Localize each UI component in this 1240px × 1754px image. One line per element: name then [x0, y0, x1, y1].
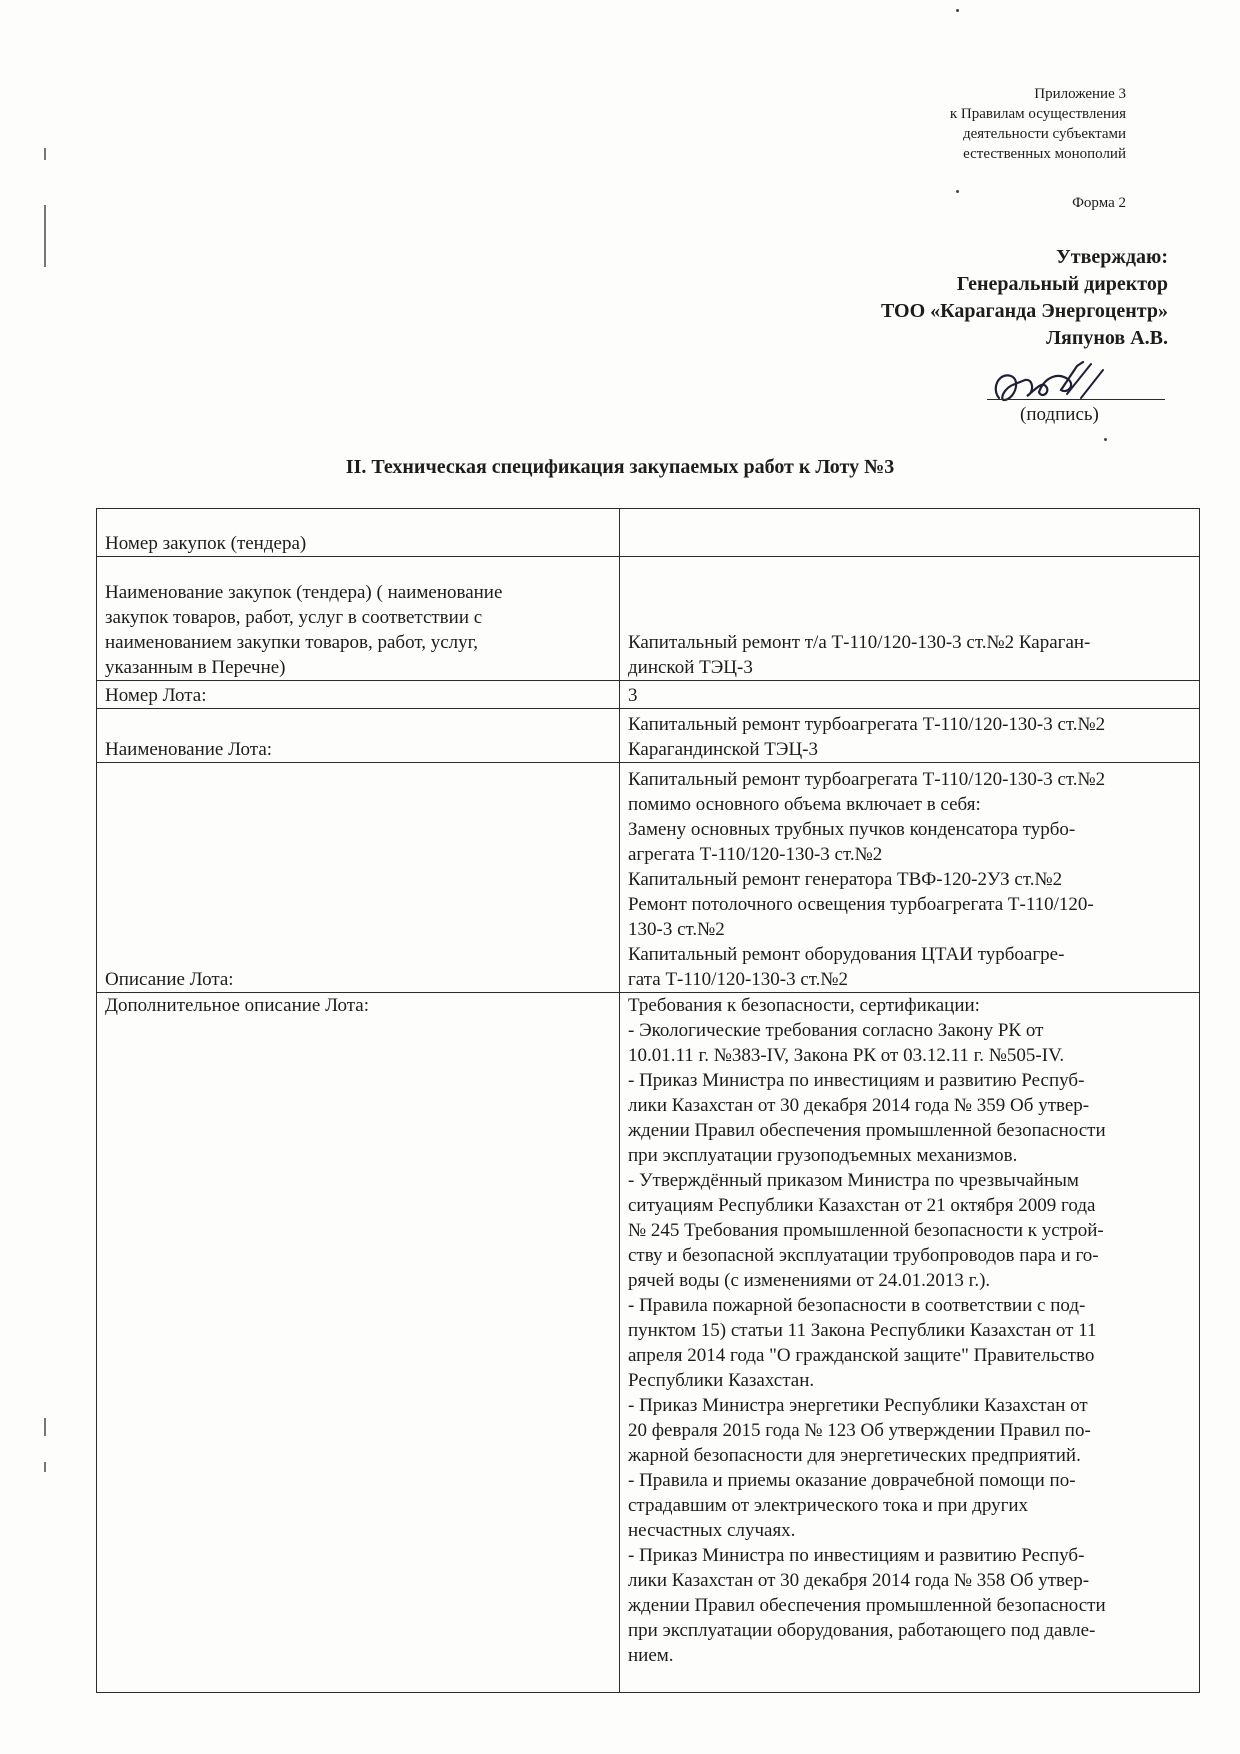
text-line: Наименование закупок (тендера) ( наименование [105, 582, 503, 603]
row-value [620, 681, 1200, 709]
text-line: - Утверждённый приказом Министра по чрезвычайным [628, 1170, 1079, 1191]
annex-line: к Правилам осуществления [949, 106, 1126, 122]
table-row [97, 709, 1200, 763]
text-line: ждении Правил обеспечения промышленной безопасности [628, 1120, 1106, 1141]
annex-line: Приложение 3 [1034, 86, 1126, 102]
row-value [620, 763, 1200, 993]
text-line: Замену основных трубных пучков конденсатора турбо- [628, 819, 1076, 840]
text-line: гата Т-110/120-130-3 ст.№2 [628, 969, 849, 990]
text-line: лики Казахстан от 30 декабря 2014 года № 359 Об утвер- [628, 1095, 1090, 1116]
row-label [97, 681, 620, 709]
text-line: несчастных случаях. [628, 1520, 796, 1541]
text-line: агрегата Т-110/120-130-3 ст.№2 [628, 844, 883, 865]
signature-caption: (подпись) [1020, 404, 1099, 425]
scan-speck [956, 9, 959, 12]
annex-line: естественных монополий [963, 146, 1126, 162]
table-row [97, 993, 1200, 1693]
row-value [620, 509, 1200, 557]
text-line: жарной безопасности для энергетических предприятий. [628, 1445, 1081, 1466]
scan-margin-mark [44, 1462, 46, 1472]
text-line: - Приказ Министра по инвестициям и развитию Респуб- [628, 1070, 1085, 1091]
text-line: Республики Казахстан. [628, 1370, 815, 1391]
table-row [97, 763, 1200, 993]
signature-image [985, 358, 1155, 410]
text-line: помимо основного объема включает в себя: [628, 794, 981, 815]
document-title: II. Техническая спецификация закупаемых работ к Лоту №3 [345, 456, 895, 478]
text-line: Капитальный ремонт генератора ТВФ-120-2УЗ ст.№2 [628, 869, 1063, 890]
text-line: - Приказ Министра по инвестициям и развитию Респуб- [628, 1545, 1085, 1566]
signature-line [987, 399, 1165, 400]
text-line: Ремонт потолочного освещения турбоагрегата Т-110/120- [628, 894, 1094, 915]
text-line: ждении Правил обеспечения промышленной безопасности [628, 1595, 1106, 1616]
specification-table [96, 508, 1200, 1693]
text-line: Требования к безопасности, сертификации: [628, 995, 980, 1016]
text-line: страдавшим от электрического тока и при других [628, 1495, 1029, 1516]
text-line: при эксплуатации грузоподъемных механизмов. [628, 1145, 1018, 1166]
text-line: Номер закупок (тендера) [105, 533, 307, 554]
scan-margin-mark [44, 1418, 46, 1436]
form-number: Форма 2 [1072, 195, 1126, 211]
table-row [97, 681, 1200, 709]
text-line: № 245 Требования промышленной безопасности к устрой- [628, 1220, 1104, 1241]
text-line: закупок товаров, работ, услуг в соответствии с [105, 607, 483, 628]
annex-line: деятельности субъектами [962, 126, 1126, 142]
text-line: ситуациям Республики Казахстан от 21 октября 2009 года [628, 1195, 1096, 1216]
text-line: апреля 2014 года "О гражданской защите" Правительство [628, 1345, 1095, 1366]
approval-line: Утверждаю: [1056, 246, 1168, 268]
text-line: - Приказ Министра энергетики Республики Казахстан от [628, 1395, 1088, 1416]
text-line: Карагандинской ТЭЦ-3 [628, 739, 818, 760]
row-label [97, 509, 620, 557]
text-line: - Правила и приемы оказание доврачебной помощи по- [628, 1470, 1076, 1491]
scan-speck [956, 190, 959, 193]
text-line: Капитальный ремонт турбоагрегата Т-110/120-130-3 ст.№2 [628, 769, 1106, 790]
text-line: наименованием закупки товаров, работ, услуг, [105, 632, 479, 653]
row-label [97, 993, 620, 1693]
approval-block [881, 244, 1168, 352]
approval-line: ТОО «Караганда Энергоцентр» [880, 300, 1168, 322]
text-line: Капитальный ремонт т/а Т-110/120-130-3 ст.№2 Караган- [628, 632, 1091, 653]
row-label [97, 709, 620, 763]
text-line: пунктом 15) статьи 11 Закона Республики Казахстан от 11 [628, 1320, 1097, 1341]
scan-speck [1104, 438, 1107, 441]
text-line: Наименование Лота: [105, 739, 273, 760]
text-line: Капитальный ремонт турбоагрегата Т-110/120-130-3 ст.№2 [628, 714, 1106, 735]
text-line: при эксплуатации оборудования, работающего под давле- [628, 1620, 1096, 1641]
text-line: - Правила пожарной безопасности в соответствии с под- [628, 1295, 1086, 1316]
text-line: динской ТЭЦ-3 [628, 657, 753, 678]
text-line: - Экологические требования согласно Закону РК от [628, 1020, 1044, 1041]
text-line: лики Казахстан от 30 декабря 2014 года № 358 Об утвер- [628, 1570, 1090, 1591]
text-line: 20 февраля 2015 года № 123 Об утверждении Правил по- [628, 1420, 1091, 1441]
text-line: Капитальный ремонт оборудования ЦТАИ турбоагре- [628, 944, 1065, 965]
text-line: Дополнительное описание Лота: [105, 995, 370, 1016]
row-value [620, 993, 1200, 1693]
annex-reference [950, 84, 1126, 164]
scan-margin-mark [44, 205, 46, 267]
scan-margin-mark [44, 148, 46, 160]
text-line: указанным в Перечне) [105, 657, 286, 678]
text-line: 10.01.11 г. №383-IV, Закона РК от 03.12.11 г. №505-IV. [628, 1045, 1065, 1066]
text-line: 130-3 ст.№2 [628, 919, 725, 940]
row-label [97, 763, 620, 993]
row-value [620, 709, 1200, 763]
approval-line: Ляпунов А.В. [1046, 327, 1168, 349]
text-line: Номер Лота: [105, 685, 207, 706]
row-value [620, 557, 1200, 681]
text-line: нием. [628, 1645, 674, 1666]
text-line: рячей воды (с изменениями от 24.01.2013 г.). [628, 1270, 991, 1291]
table-row [97, 509, 1200, 557]
approval-line: Генеральный директор [956, 273, 1168, 295]
text-line: Описание Лота: [105, 969, 234, 990]
text-line: 3 [628, 685, 638, 706]
text-line: ству и безопасной эксплуатации трубопроводов пара и го- [628, 1245, 1099, 1266]
table-row [97, 557, 1200, 681]
row-label [97, 557, 620, 681]
